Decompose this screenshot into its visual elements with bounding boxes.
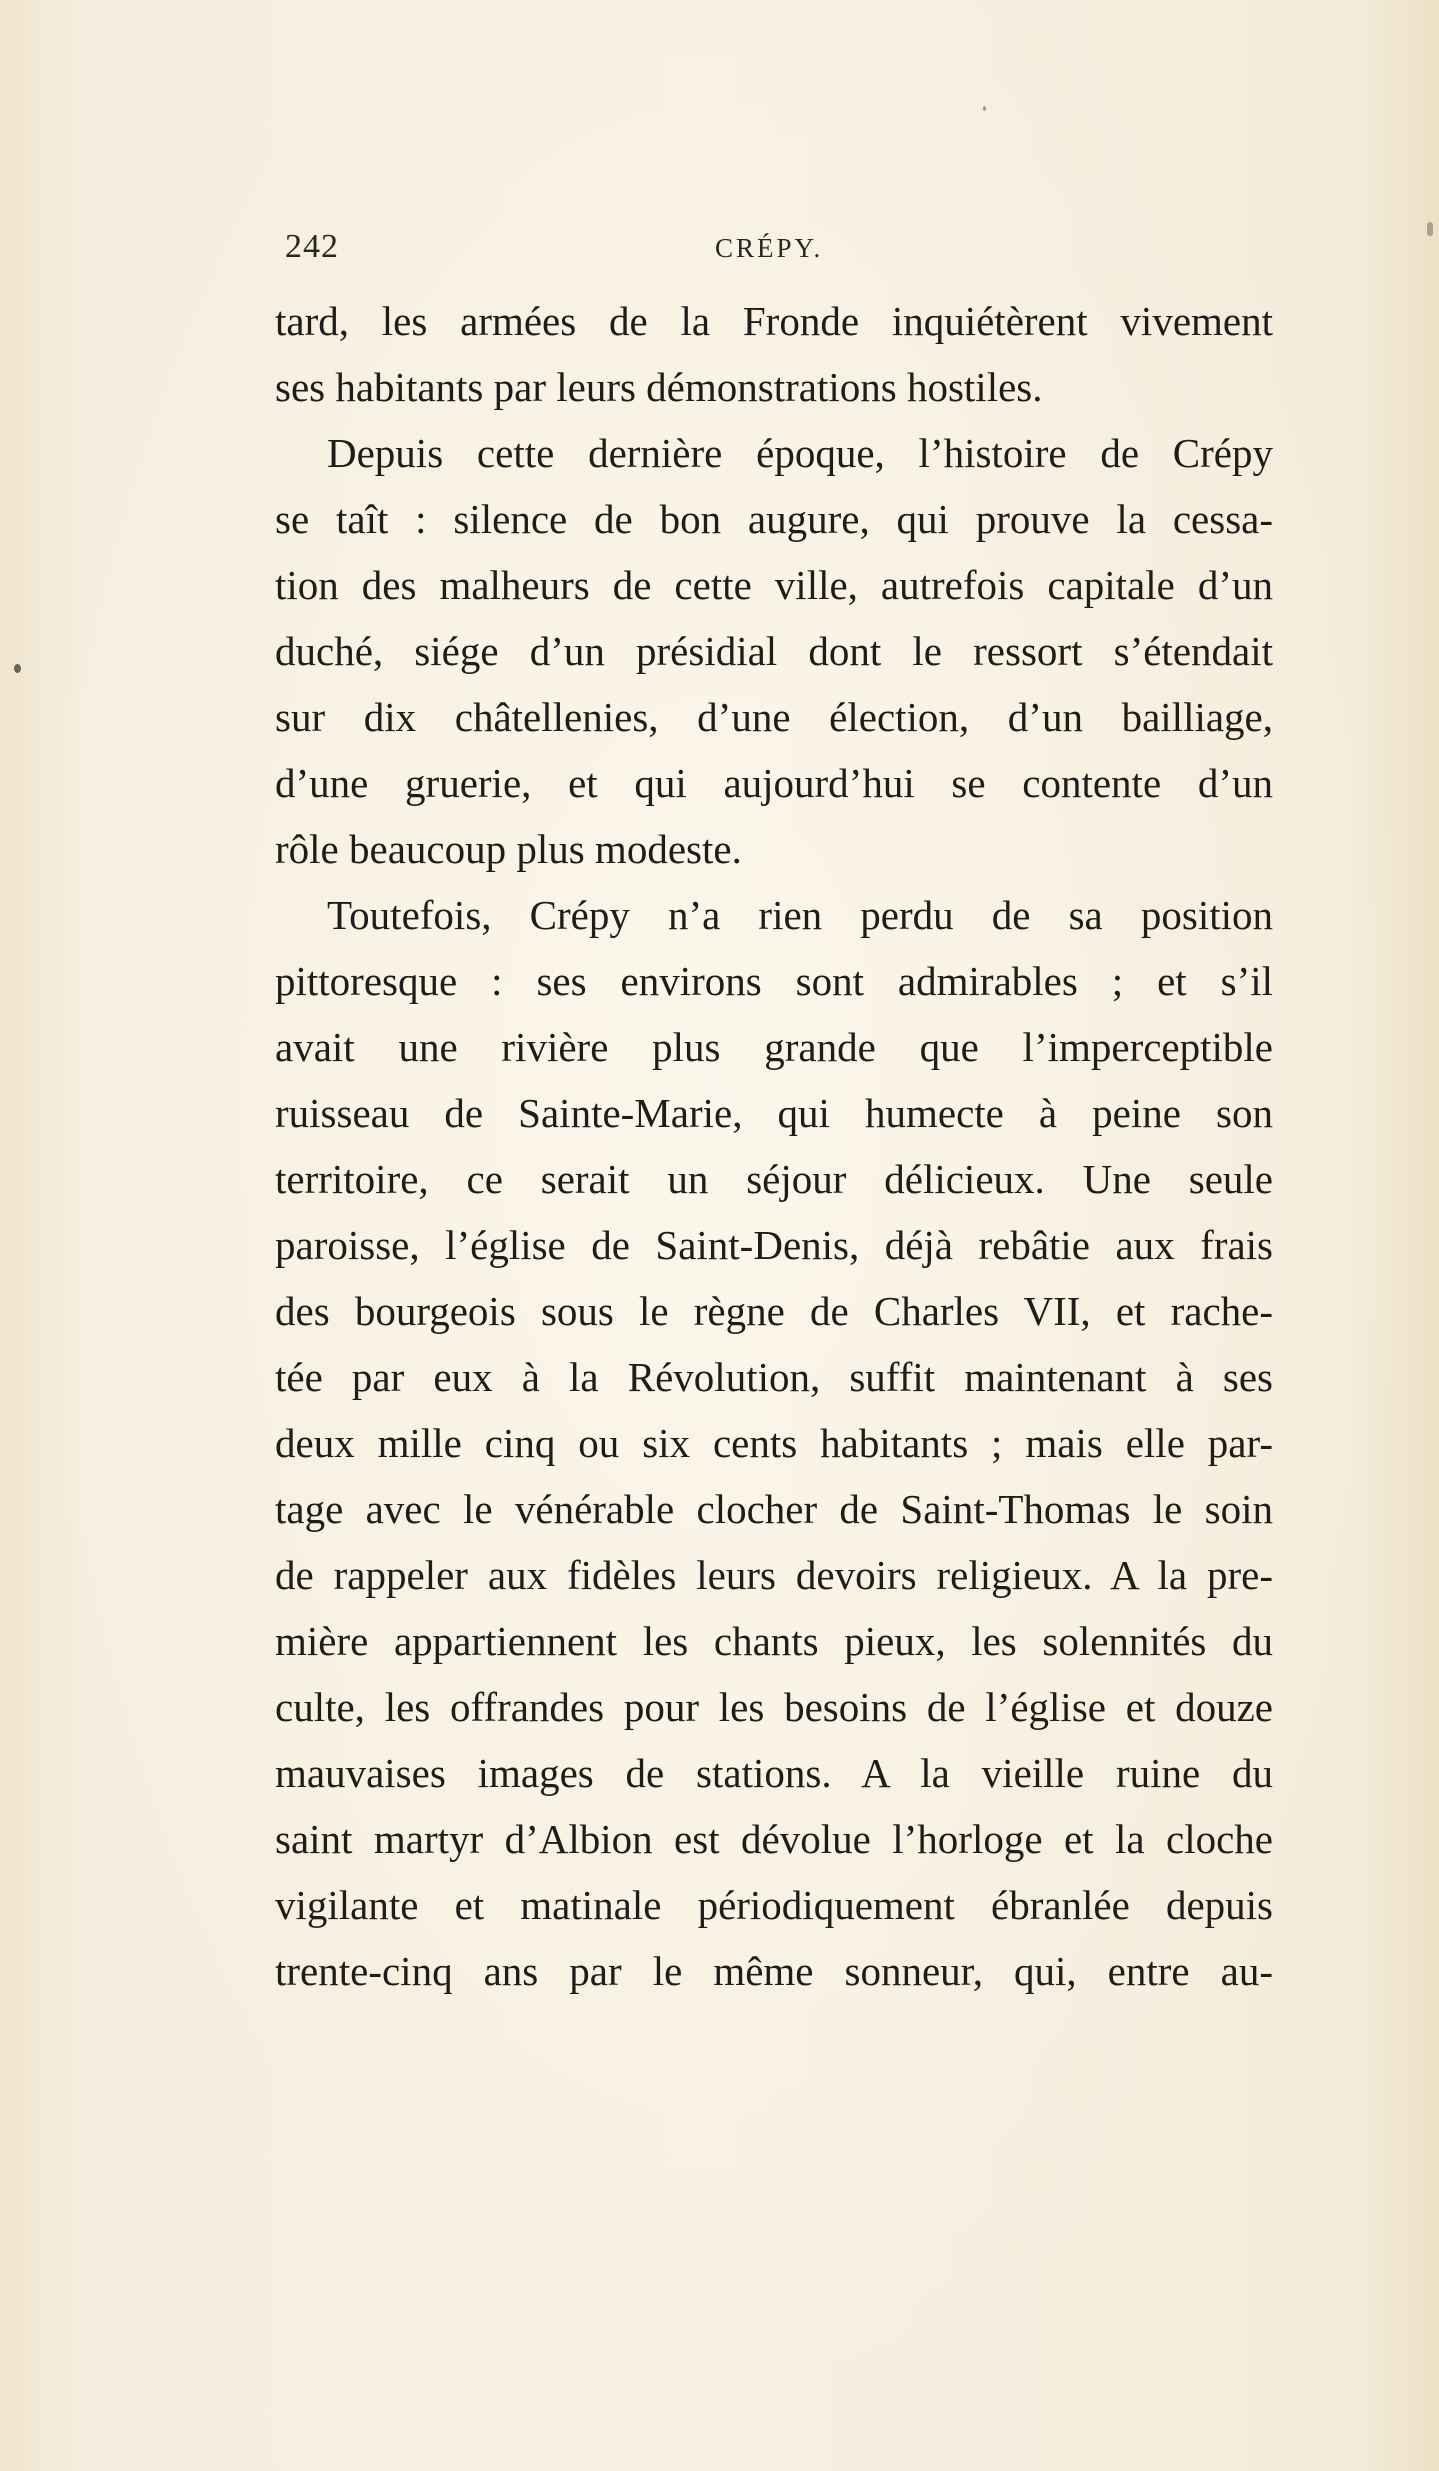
body-text	[275, 288, 1273, 2004]
text-line: pittoresque : ses environs sont admirables ; et s’il	[275, 958, 1273, 1004]
running-title: CRÉPY.	[715, 233, 824, 263]
text-line: mauvaises images de stations. A la vieille ruine du	[275, 1750, 1273, 1796]
text-line: deux mille cinq ou six cents habitants ; mais elle par-	[275, 1420, 1273, 1466]
text-line: territoire, ce serait un séjour délicieux. Une seule	[275, 1156, 1273, 1202]
paper-speck	[14, 664, 21, 673]
text-line: culte, les offrandes pour les besoins de l’église et douze	[275, 1684, 1273, 1730]
text-line: de rappeler aux fidèles leurs devoirs religieux. A la pre-	[275, 1552, 1273, 1598]
text-line: se taît : silence de bon augure, qui prouve la cessa-	[275, 496, 1273, 542]
text-line: avait une rivière plus grande que l’imperceptible	[275, 1024, 1273, 1070]
running-head	[285, 222, 1275, 272]
text-line: vigilante et matinale périodiquement ébranlée depuis	[275, 1882, 1273, 1928]
text-line: trente-cinq ans par le même sonneur, qui, entre au-	[275, 1948, 1273, 1994]
text-line: saint martyr d’Albion est dévolue l’horloge et la cloche	[275, 1816, 1273, 1862]
text-line: ses habitants par leurs démonstrations hostiles.	[275, 364, 1043, 410]
text-line: duché, siége d’un présidial dont le ressort s’étendait	[275, 628, 1273, 674]
text-line: tée par eux à la Révolution, suffit maintenant à ses	[275, 1354, 1273, 1400]
text-line: rôle beaucoup plus modeste.	[275, 826, 742, 872]
paragraph-first-line: Toutefois, Crépy n’a rien perdu de sa position	[327, 892, 1273, 938]
text-line: des bourgeois sous le règne de Charles VII, et rache-	[275, 1288, 1273, 1334]
text-line: mière appartiennent les chants pieux, les solennités du	[275, 1618, 1273, 1664]
text-line: tage avec le vénérable clocher de Saint-Thomas le soin	[275, 1486, 1273, 1532]
paper-speck	[1427, 222, 1433, 236]
text-line: ruisseau de Sainte-Marie, qui humecte à peine son	[275, 1090, 1273, 1136]
text-line: tion des malheurs de cette ville, autrefois capitale d’un	[275, 562, 1273, 608]
page-number: 242	[285, 228, 339, 265]
paper-speck	[983, 106, 986, 111]
text-line: sur dix châtellenies, d’une élection, d’un bailliage,	[275, 694, 1273, 740]
paragraph-first-line: Depuis cette dernière époque, l’histoire de Crépy	[327, 430, 1273, 476]
text-line: paroisse, l’église de Saint-Denis, déjà rebâtie aux frais	[275, 1222, 1273, 1268]
text-line: tard, les armées de la Fronde inquiétèrent vivement	[275, 298, 1273, 344]
text-line: d’une gruerie, et qui aujourd’hui se contente d’un	[275, 760, 1273, 806]
